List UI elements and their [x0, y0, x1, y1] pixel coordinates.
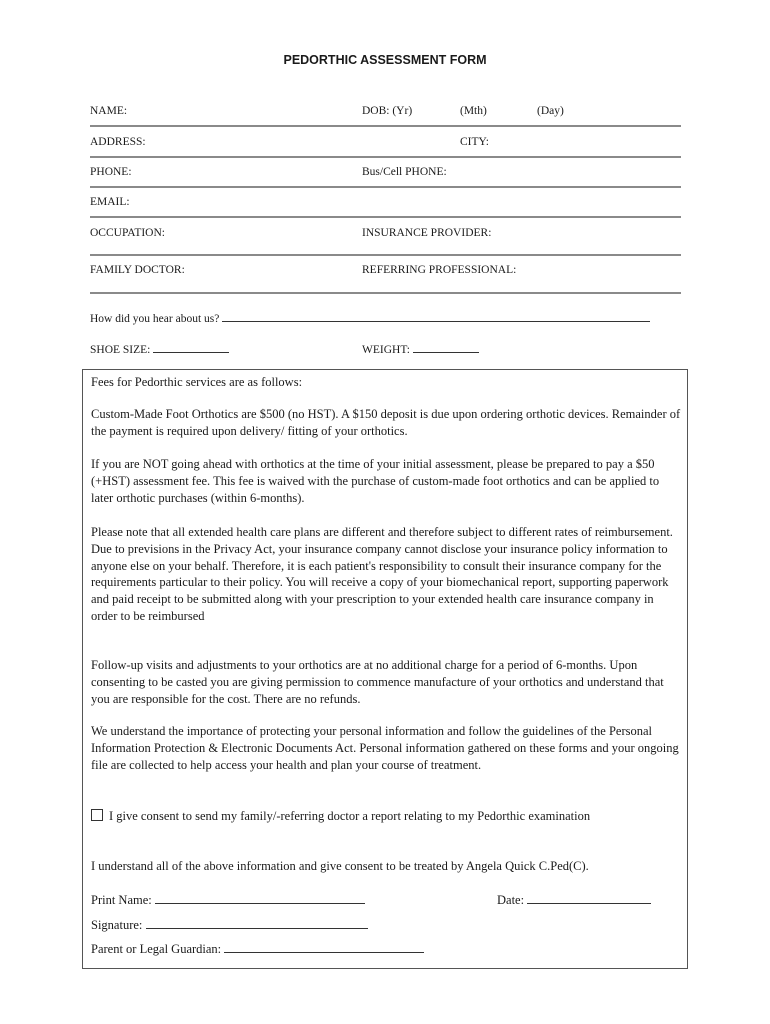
consent-row [91, 808, 683, 825]
doctor-divider [90, 292, 681, 294]
insurance-paragraph: Please note that all extended health care plans are different and therefore subject to different rates of reimbursement. Due to previsions in the Privacy Act, your insurance company cannot disclose your insurance policy information to anyone else on your behalf. Therefore, it is each patient's responsibility to consult their insurance company for the requirements particular to their policy. You will receive a copy of your biomechanical report, supporting paperwork and paid receipt to be submitted along with your prescription to your extended health care insurance company in order to be reimbursed [91, 525, 673, 623]
print-name-line[interactable] [155, 892, 365, 904]
shoe-size-line[interactable] [153, 341, 229, 353]
consent-checkbox[interactable] [91, 809, 103, 821]
privacy-paragraph: We understand the importance of protecting your personal information and follow the guidelines of the Personal Information Protection & Electronic Documents Act. Personal information gathered on these forms and your ongoing file are collected to help access your health and plan your course of treatment. [91, 724, 679, 772]
terms-box [82, 369, 688, 969]
understand-statement: I understand all of the above information and give consent to be treated by Angela Quick C.Ped(C). [91, 859, 589, 873]
date-field [497, 892, 677, 909]
weight-field [362, 341, 479, 356]
phone-divider [90, 186, 681, 188]
occupation-row [90, 227, 681, 251]
follow-up-paragraph: Follow-up visits and adjustments to your orthotics are at no additional charge for a period of 6-months. Upon consenting to be casted you are giving permission to commence manufacture of your orthotics and understand that you are responsible for the cost. There are no refunds. [91, 658, 664, 706]
orthotics-fee-paragraph: Custom-Made Foot Orthotics are $500 (no HST). A $150 deposit is due upon ordering orthotic devices. Remainder of the payment is required upon delivery/ fitting of your orthotics. [91, 407, 681, 438]
name-divider [90, 125, 681, 127]
occupation-label: OCCUPATION: [90, 227, 165, 239]
print-name-label: Print Name: [91, 893, 152, 907]
cell-phone-label: Bus/Cell PHONE: [362, 166, 447, 178]
date-line[interactable] [527, 892, 651, 904]
signature-field [91, 917, 683, 934]
how-heard-label: How did you hear about us? [90, 313, 220, 325]
how-heard-field [90, 310, 650, 325]
shoe-size-label: SHOE SIZE: [90, 344, 151, 356]
how-heard-line[interactable] [222, 310, 650, 322]
signature-label: Signature: [91, 918, 143, 932]
insurance-label: INSURANCE PROVIDER: [362, 227, 492, 239]
name-label: NAME: [90, 105, 128, 117]
signature-line[interactable] [146, 917, 368, 929]
email-label: EMAIL: [90, 196, 130, 208]
referring-label: REFERRING PROFESSIONAL: [362, 264, 517, 276]
address-divider [90, 156, 681, 158]
date-label: Date: [497, 893, 525, 907]
guardian-line[interactable] [224, 941, 424, 953]
doctor-row [90, 264, 681, 288]
family-doctor-label: FAMILY DOCTOR: [90, 264, 185, 276]
form-title: PEDORTHIC ASSESSMENT FORM [283, 53, 487, 67]
dob-year-label: DOB: (Yr) [362, 105, 413, 117]
phone-label: PHONE: [90, 166, 132, 178]
guardian-label: Parent or Legal Guardian: [91, 942, 222, 956]
fees-intro: Fees for Pedorthic services are as follows: [91, 375, 303, 389]
city-label: CITY: [460, 136, 489, 148]
shoe-size-field [90, 341, 229, 356]
weight-line[interactable] [413, 341, 479, 353]
consent-label: I give consent to send my family/-referring doctor a report relating to my Pedorthic examination [109, 809, 591, 823]
guardian-field [91, 941, 683, 958]
dob-day-label: (Day) [537, 105, 564, 117]
address-label: ADDRESS: [90, 136, 146, 148]
occupation-divider [90, 254, 681, 256]
dob-month-label: (Mth) [460, 105, 487, 117]
email-divider [90, 216, 681, 218]
assessment-fee-paragraph: If you are NOT going ahead with orthotics at the time of your initial assessment, please be prepared to pay a $50 (+HST) assessment fee. This fee is waived with the purchase of custom-made foot orthotics and can be applied to later orthotic purchases (within 6-months). [91, 457, 660, 505]
weight-label: WEIGHT: [362, 344, 410, 356]
